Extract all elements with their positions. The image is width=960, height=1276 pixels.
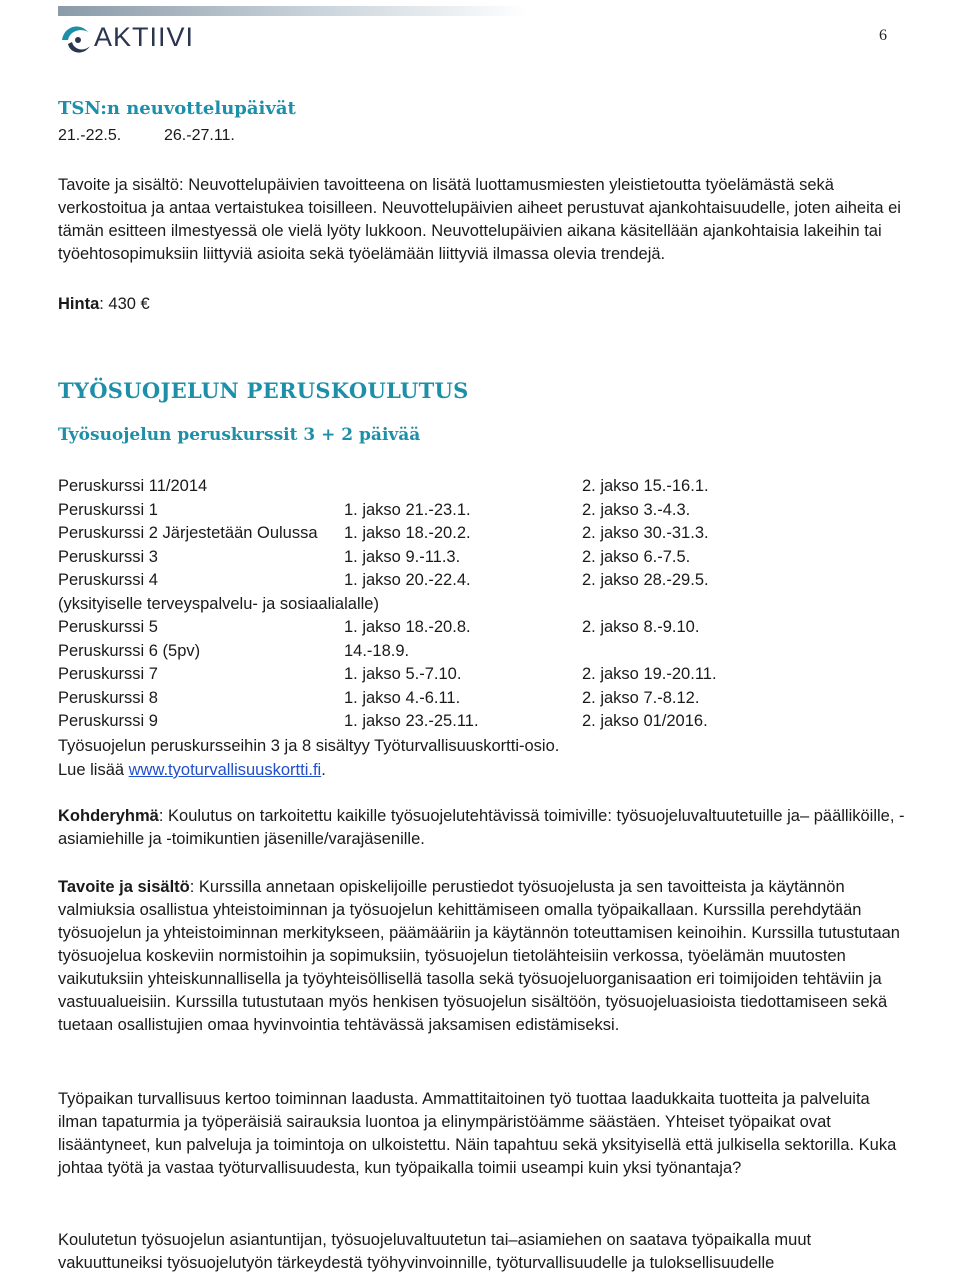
read-more-prefix: Lue lisää <box>58 761 129 779</box>
goal-label: Tavoite ja sisältö <box>58 878 190 896</box>
course-name: Peruskurssi 8 <box>58 688 158 707</box>
course-period-1: 1. jakso 9.-11.3. <box>344 547 461 566</box>
page-number: 6 <box>879 27 887 44</box>
goal-text: : Kurssilla annetaan opiskelijoille perustiedot työsuojelusta ja sen tavoitteista ja käytännön valmiuksia osallistua yhteistoiminnan ja työsuojelun kehittämiseen omalla työpaikallaan. Kurssilla perehdytään työsuojelun ja yhteistoiminnan merkitykseen, päämääriin ja käytännön toteuttamisen keinoihin. Kurssilla tutustutaan työsuojelua koskeviin normistoihin ja sopimuksiin, työsuojelun tietolähteisiin verkossa, työelämän muutosten vaikutuksiin yhteiskunnallisella ja työyhteisöllisellä tasolla sekä työsuojeluorganisaation eri toimijoiden tehtäviin ja vastuualueisiin. Kurssilla tutustutaan myös henkisen työsuojelun sisältöön, työsuojeluasioista tiedottamiseen sekä tuetaan osallistujien omaa hyvinvointia tehtävässä jaksamisen edistämiseksi. <box>58 878 900 1034</box>
tsn-dates <box>58 127 235 145</box>
header-bar <box>58 6 528 16</box>
course-note: Työsuojelun peruskursseihin 3 ja 8 sisältyy Työturvallisuuskortti-osio. <box>58 737 560 755</box>
logo-text: AKTIIVI <box>94 22 195 52</box>
course-period-2: 2. jakso 19.-20.11. <box>582 665 717 683</box>
expert-paragraph: Koulutetun työsuojelun asiantuntijan, työsuojeluvaltuutetun tai–asiamiehen on saatava työpaikalla muut vakuuttuneiksi työsuojelutyön tärkeydestä työhyvinvoinnille, työturvallisuudelle ja tuloksellisuudelle <box>58 1231 812 1272</box>
course-period-1: 1. jakso 21.-23.1. <box>344 500 471 519</box>
safety-paragraph: Työpaikan turvallisuus kertoo toiminnan laadusta. Ammattitaitoinen työ tuottaa laadukkaita tuotteita ja palveluita ilman tapaturmia ja työperäisiä sairauksia luontoa ja elinympäristöämme säästäen. Yhteiset työpaikat ovat lisääntyneet, kun palveluja ja toimintoja on ulkoistettu. Näin tapahtuu sekä yksityisellä että julkisella sektorilla. Kuka johtaa työtä ja vastaa työturvallisuudesta, kun työpaikalla toimii useampi kuin yksi työnantaja? <box>58 1090 897 1177</box>
course-period-2: 2. jakso 15.-16.1. <box>582 477 709 495</box>
course-period-1: 1. jakso 23.-25.11. <box>344 712 479 730</box>
course-period-2: 2. jakso 30.-31.3. <box>582 524 709 542</box>
tsn-price <box>58 293 150 316</box>
tsn-title: TSN:n neuvottelupäivät <box>58 98 296 119</box>
course-name: Peruskurssi 11/2014 <box>58 477 208 495</box>
target-group-paragraph <box>58 805 908 851</box>
section-subheading: Työsuojelun peruskurssit 3 + 2 päivää <box>58 425 421 445</box>
course-name: Peruskurssi 4 <box>58 571 158 589</box>
course-period-1: 1. jakso 18.-20.8. <box>344 618 471 636</box>
target-group-text: : Koulutus on tarkoitettu kaikille työsuojelutehtävissä toimiville: työsuojeluvaltuutetuille ja– päälliköille, -asiamiehille ja -toimikuntien jäsenille/varajäsenille. <box>58 807 905 848</box>
course-period-1: 14.-18.9. <box>344 641 410 660</box>
tsn-date-1: 21.-22.5. <box>58 127 122 144</box>
course-name: Peruskurssi 9 <box>58 712 158 730</box>
section-heading: TYÖSUOJELUN PERUSKOULUTUS <box>58 378 469 403</box>
course-name: Peruskurssi 5 <box>58 618 158 636</box>
course-period-2: 2. jakso 7.-8.12. <box>582 688 700 707</box>
read-more-link[interactable]: www.tyoturvallisuuskortti.fi <box>128 761 322 779</box>
course-name: Peruskurssi 3 <box>58 547 158 566</box>
target-group-label: Kohderyhmä <box>58 807 159 825</box>
course-period-2: 2. jakso 28.-29.5. <box>582 571 709 589</box>
course-period-1: 1. jakso 20.-22.4. <box>344 571 471 589</box>
course-period-2: 2. jakso 8.-9.10. <box>582 618 700 636</box>
read-more <box>58 759 326 782</box>
course-period-2: 2. jakso 3.-4.3. <box>582 500 691 519</box>
tsn-paragraph: Tavoite ja sisältö: Neuvottelupäivien tavoitteena on lisätä luottamusmiesten yleistietoutta työelämästä sekä verkostoitua ja antaa vertaistukea toisilleen. Neuvottelupäivien aiheet perustuvat ajankohtaisuudelle, joten aiheita ei tämän esitteen ilmestyessä ole vielä lyöty lukkoon. Neuvottelupäivien aikana käsitellään ajankohtaisia lakeihin tai työehtosopimuksiin liittyviä asioita sekä työelämään liittyviä ilmassa olevia trendejä. <box>58 176 901 263</box>
course-name: Peruskurssi 7 <box>58 665 158 683</box>
course-period-2: 2. jakso 01/2016. <box>582 712 708 730</box>
course-period-1: 1. jakso 4.-6.11. <box>344 688 461 707</box>
course-name: (yksityiselle terveyspalvelu- ja sosiaalialalle) <box>58 594 379 613</box>
course-period-1: 1. jakso 18.-20.2. <box>344 524 471 542</box>
course-period-2: 2. jakso 6.-7.5. <box>582 547 691 566</box>
price-value: : 430 € <box>99 295 150 313</box>
read-more-suffix: . <box>321 761 326 779</box>
course-name: Peruskurssi 2 Järjestetään Oulussa <box>58 524 318 542</box>
goal-paragraph <box>58 876 908 1037</box>
course-name: Peruskurssi 6 (5pv) <box>58 641 201 660</box>
course-name: Peruskurssi 1 <box>58 500 158 519</box>
tsn-date-2: 26.-27.11. <box>164 127 235 144</box>
course-period-1: 1. jakso 5.-7.10. <box>344 665 462 683</box>
price-label: Hinta <box>58 295 100 313</box>
